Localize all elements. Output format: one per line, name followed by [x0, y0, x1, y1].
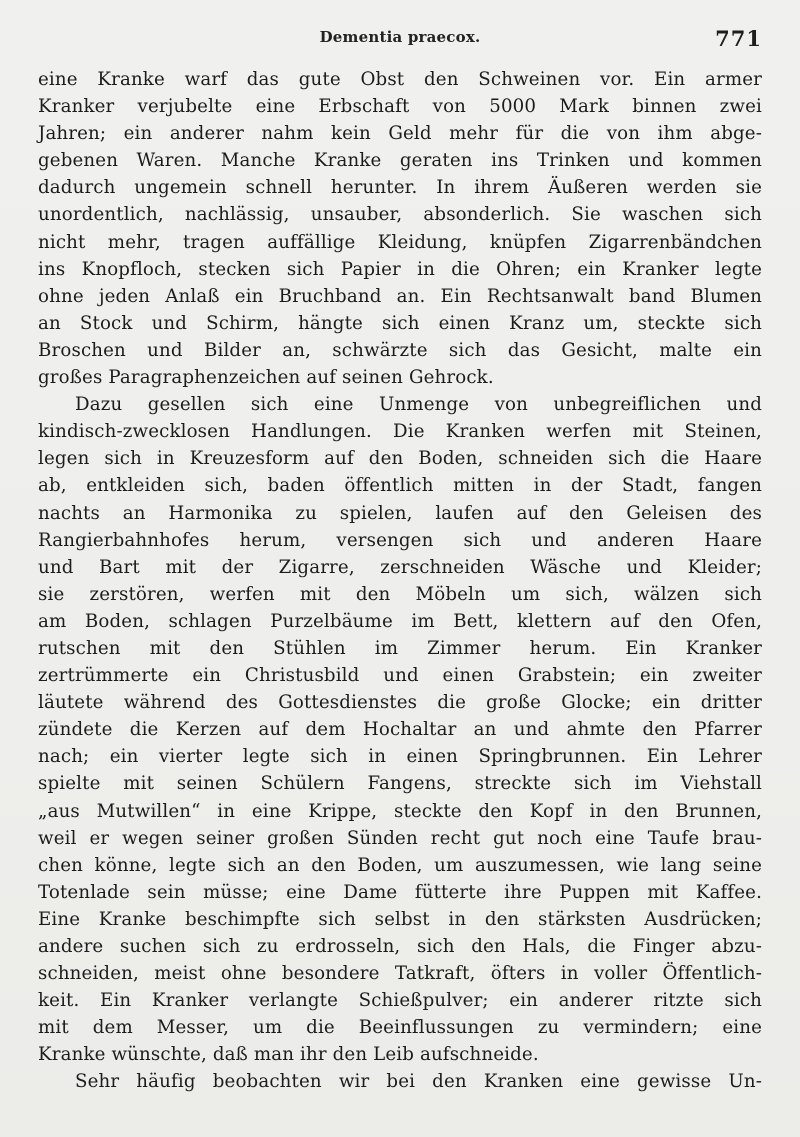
page-number: 771 — [715, 26, 762, 51]
running-head — [38, 26, 762, 52]
text-line: großes Paragraphenzeichen auf seinen Gehrock. — [38, 367, 494, 389]
text-line: unordentlich, nachlässig, unsauber, absonderlich. Sie waschen sich — [38, 204, 762, 226]
text-line: zündete die Kerzen auf dem Hochaltar an und ahmte den Pfarrer — [38, 719, 762, 741]
text-line: rutschen mit den Stühlen im Zimmer herum. Ein Kranker — [38, 637, 762, 659]
text-line: mit dem Messer, um die Beeinflussungen zu vermindern; eine — [38, 1017, 762, 1039]
text-line: Eine Kranke beschimpfte sich selbst in den stärksten Ausdrücken; — [38, 908, 762, 930]
text-line: nach; ein vierter legte sich in einen Springbrunnen. Ein Lehrer — [38, 746, 762, 768]
text-line: zertrümmerte ein Christusbild und einen Grabstein; ein zweiter — [38, 665, 762, 687]
text-line: nachts an Harmonika zu spielen, laufen auf den Geleisen des — [38, 502, 762, 524]
paragraph-start-line: Dazu gesellen sich eine Unmenge von unbegreiflichen und — [75, 394, 762, 416]
text-line: Rangierbahnhofes herum, versengen sich und anderen Haare — [38, 529, 762, 551]
text-line: ohne jeden Anlaß ein Bruchband an. Ein Rechtsanwalt band Blumen — [38, 285, 762, 307]
text-line: Kranker verjubelte eine Erbschaft von 5000 Mark binnen zwei — [38, 96, 762, 118]
text-line: läutete während des Gottesdienstes die große Glocke; ein dritter — [38, 692, 762, 714]
running-title: Dementia praecox. — [319, 28, 481, 46]
text-line: an Stock und Schirm, hängte sich einen Kranz um, steckte sich — [38, 312, 762, 334]
body-text — [38, 66, 762, 1096]
text-line: weil er wegen seiner großen Sünden recht gut noch eine Taufe brau- — [38, 827, 762, 849]
text-line: dadurch ungemein schnell herunter. In ihrem Äußeren werden sie — [38, 177, 762, 199]
text-line: ab, entkleiden sich, baden öffentlich mitten in der Stadt, fangen — [38, 475, 762, 497]
text-line: gebenen Waren. Manche Kranke geraten ins Trinken und kommen — [38, 150, 762, 172]
text-line: „aus Mutwillen“ in eine Krippe, steckte den Kopf in den Brunnen, — [38, 800, 762, 822]
text-line: spielte mit seinen Schülern Fangens, streckte sich im Viehstall — [38, 773, 762, 795]
text-line: andere suchen sich zu erdrosseln, sich den Hals, die Finger abzu- — [38, 936, 762, 957]
text-line: ins Knopfloch, stecken sich Papier in die Ohren; ein Kranker legte — [38, 258, 762, 280]
text-line: keit. Ein Kranker verlangte Schießpulver; ein anderer ritzte sich — [38, 990, 762, 1012]
text-line: legen sich in Kreuzesform auf den Boden, schneiden sich die Haare — [38, 448, 762, 470]
text-line: Totenlade sein müsse; eine Dame fütterte ihre Puppen mit Kaffee. — [38, 881, 762, 903]
text-line: am Boden, schlagen Purzelbäume im Bett, klettern auf den Ofen, — [38, 610, 762, 632]
text-line: schneiden, meist ohne besondere Tatkraft, öfters in voller Öffentlich- — [38, 963, 762, 985]
text-line: Jahren; ein anderer nahm kein Geld mehr für die von ihm abge- — [38, 123, 762, 145]
text-line: und Bart mit der Zigarre, zerschneiden Wäsche und Kleider; — [38, 556, 762, 578]
text-line: Kranke wünschte, daß man ihr den Leib aufschneide. — [38, 1044, 539, 1066]
text-line: nicht mehr, tragen auffällige Kleidung, knüpfen Zigarrenbändchen — [38, 231, 762, 253]
text-line: eine Kranke warf das gute Obst den Schweinen vor. Ein armer — [38, 69, 762, 90]
text-line: sie zerstören, werfen mit den Möbeln um sich, wälzen sich — [38, 583, 762, 605]
text-line: chen könne, legte sich an den Boden, um auszumessen, wie lang seine — [38, 854, 762, 876]
text-line: Broschen und Bilder an, schwärzte sich das Gesicht, malte ein — [38, 339, 762, 361]
paragraph-start-line: Sehr häufig beobachten wir bei den Kranken eine gewisse Un- — [75, 1071, 762, 1093]
text-line: kindisch-zwecklosen Handlungen. Die Kranken werfen mit Steinen, — [38, 421, 762, 443]
